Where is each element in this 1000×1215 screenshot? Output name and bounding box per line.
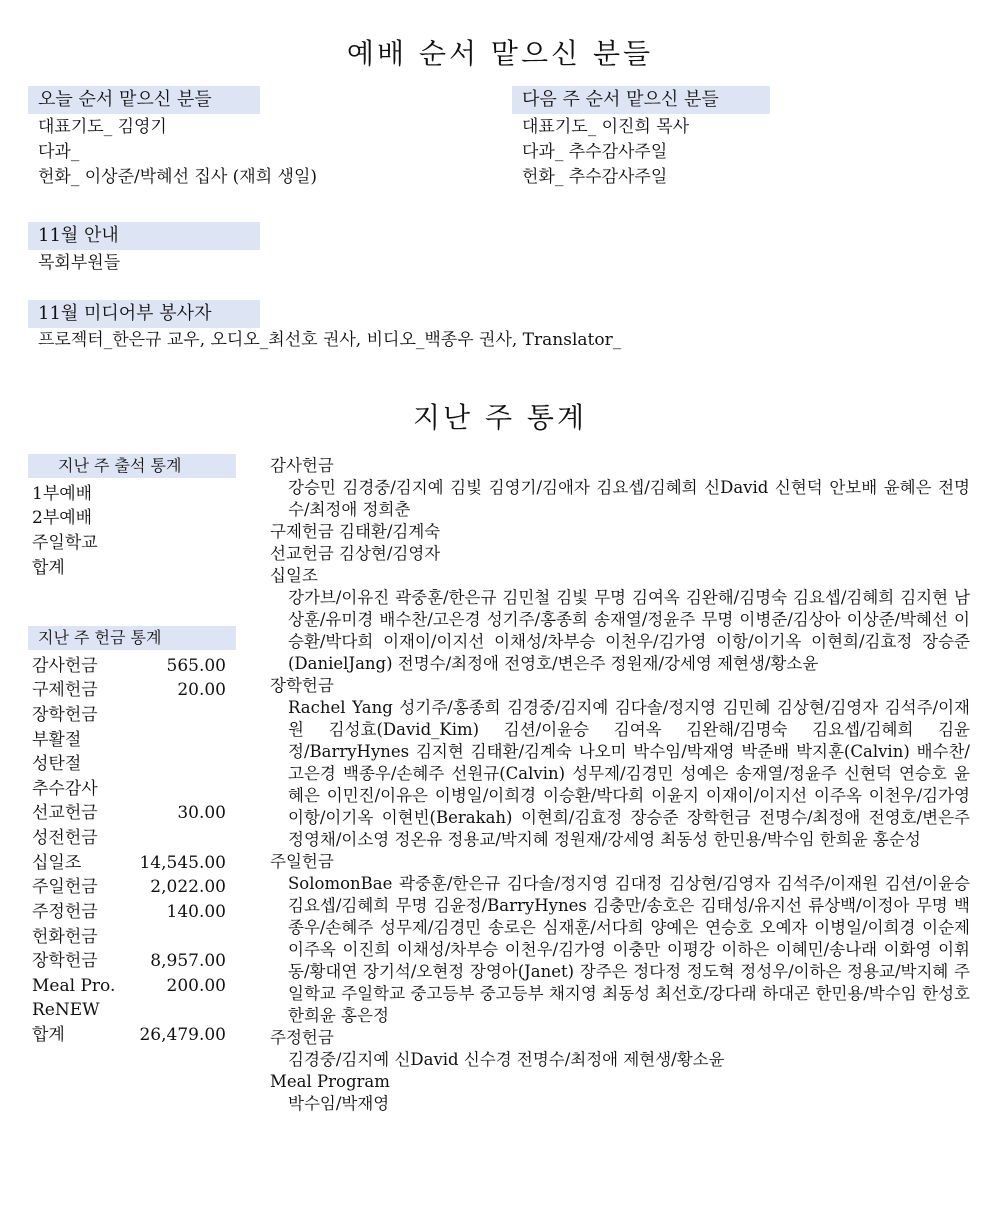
next-prayer: 대표기도_ 이진희 목사 [522,117,690,137]
attendance-row: 주일학교 [32,533,98,553]
tithe-title: 십일조 [270,566,318,585]
offering-amount: 14,545.00 [139,853,226,873]
offering-label: 장학헌금 [32,705,98,725]
today-refreshment: 다과_ [38,142,80,162]
next-refreshment: 다과_ 추수감사주일 [522,142,668,162]
offering-amount: 26,479.00 [139,1025,226,1045]
attendance-header: 지난 주 출석 통계 [28,454,236,478]
scholarship-title: 장학헌금 [270,676,334,695]
next-flowers: 헌화_ 추수감사주일 [522,167,668,187]
offering-label: 감사헌금 [32,656,98,676]
offering-label: 주정헌금 [32,902,98,922]
offering-label: Meal Pro. [32,976,116,996]
tithe-names: 강가브/이유진 곽중훈/한은규 김민철 김빛 무명 김여옥 김완해/김명숙 김요셉/김혜희 김지현 남상훈/유미경 배수찬/고은경 성기주/홍종희 송재열/정윤주 무명 이병준/김상아 이상준/박혜선 이승환/박다희 이재이/이지선 이채성/차부승 이천우/김가영 이항/이기옥 이현희/김효정 장승준(DanielJang) 전명수/최정애 전영호/변은주 정원재/강세영 제현생/황소윤 [288,588,970,673]
november-notice-header: 11월 안내 [28,222,260,250]
today-prayer: 대표기도_ 김영기 [38,117,167,137]
offering-label: 성전헌금 [32,828,98,848]
sunday-offering-names: SolomonBae 곽중훈/한은규 김다솔/정지영 김대정 김상현/김영자 김석주/이재원 김션/이윤승 김요셉/김혜희 무명 김윤정/BarryHynes 김충만/송호은 김태성/유지선 류상백/이정아 무명 백종우/손혜주 성무제/김경민 송로은 심재훈/서다희 양예은 연승호 오예자 이병일/이희경 이순제 이주옥 이진희 이채성/차부승 이천우/김가영 이충만 이평강 이하은 이혜민/송나래 이화영 이휘동/황대연 장기석/오현정 장영아(Janet) 장주은 정다정 정도혁 정성우/이하은 정용교/박지혜 주일학교 주일학교 중고등부 중고등부 채지영 최동성 최선호/강다래 하대곤 한민용/박수임 한성호 한희윤 홍은정 [288,874,970,1025]
meal-program-names: 박수임/박재영 [288,1094,390,1113]
offering-amount: 8,957.00 [150,951,226,971]
offering-label: 합계 [32,1025,65,1045]
attendance-row: 2부예배 [32,508,93,528]
offering-label: 구제헌금 [32,680,98,700]
meal-program-title: Meal Program [270,1072,390,1091]
media-volunteers: 프로젝터_한은규 교우, 오디오_최선호 권사, 비디오_백종우 권사, Translator_ [38,330,622,350]
offering-amount: 200.00 [166,976,226,996]
offering-label: 부활절 [32,730,82,750]
media-header: 11월 미디어부 봉사자 [28,300,260,328]
offering-label: 장학헌금 [32,951,98,971]
offering-amount: 20.00 [177,680,226,700]
offering-label: 십일조 [32,853,82,873]
offering-label: 선교헌금 [32,803,98,823]
mission-offering-line: 선교헌금 김상현/김영자 [270,544,441,563]
offering-amount: 30.00 [177,803,226,823]
page-title: 예배 순서 맡으신 분들 [346,37,654,70]
offering-amount: 565.00 [166,656,226,676]
scholarship-names: Rachel Yang 성기주/홍종희 김경중/김지예 김다솔/정지영 김민혜 김상현/김영자 김석주/이재원 김성효(David_Kim) 김션/이윤승 김여옥 김완해/김명숙 김요셉/김혜희 김윤정/BarryHynes 김지현 김태환/김계숙 나오미 박수임/박재영 박준배 박지훈(Calvin) 배수찬/고은경 백종우/손혜주 선원규(Calvin) 성무제/김경민 성예은 송재열/정윤주 신현덕 연승호 윤혜은 이민진/이유은 이병일/이희경 이승환/박다희 이윤지 이재이/이지선 이주옥 이천우/김가영 이항/이기옥 이현빈(Berakah) 이현희/김효정 장승준 장학헌금 전명수/최정애 전영호/변은주 정영채/이소영 정온유 정용교/박지혜 정원재/강세영 최동성 한민용/박수임 한희윤 홍순성 [288,698,970,849]
attendance-row: 1부예배 [32,484,93,504]
thanks-offering-title: 감사헌금 [270,456,334,475]
next-header: 다음 주 순서 맡으신 분들 [512,86,770,114]
offering-amount: 140.00 [166,902,226,922]
today-flowers: 헌화_ 이상준/박혜선 집사 (재희 생일) [38,167,318,187]
offering-label: ReNEW [32,1000,100,1020]
fixed-offering-title: 주정헌금 [270,1028,334,1047]
relief-offering-line: 구제헌금 김태환/김계숙 [270,522,441,541]
sunday-offering-title: 주일헌금 [270,852,334,871]
attendance-row: 합계 [32,558,65,578]
thanks-offering-names: 강승민 김경중/김지예 김빛 김영기/김애자 김요셉/김혜희 신David 신현덕 안보배 윤혜은 전명수/최정애 정희춘 [288,478,970,519]
today-header: 오늘 순서 맡으신 분들 [28,86,260,114]
november-notice-text: 목회부원들 [38,253,121,273]
offering-label: 주일헌금 [32,877,98,897]
donor-lists [270,455,970,1115]
offering-header: 지난 주 헌금 통계 [28,626,236,650]
offering-label: 추수감사 [32,779,98,799]
offering-label: 헌화헌금 [32,927,98,947]
stats-title: 지난 주 통계 [412,401,588,434]
fixed-offering-names: 김경중/김지예 신David 신수경 전명수/최정애 제현생/황소윤 [288,1050,725,1069]
offering-amount: 2,022.00 [150,877,226,897]
offering-label: 성탄절 [32,754,82,774]
